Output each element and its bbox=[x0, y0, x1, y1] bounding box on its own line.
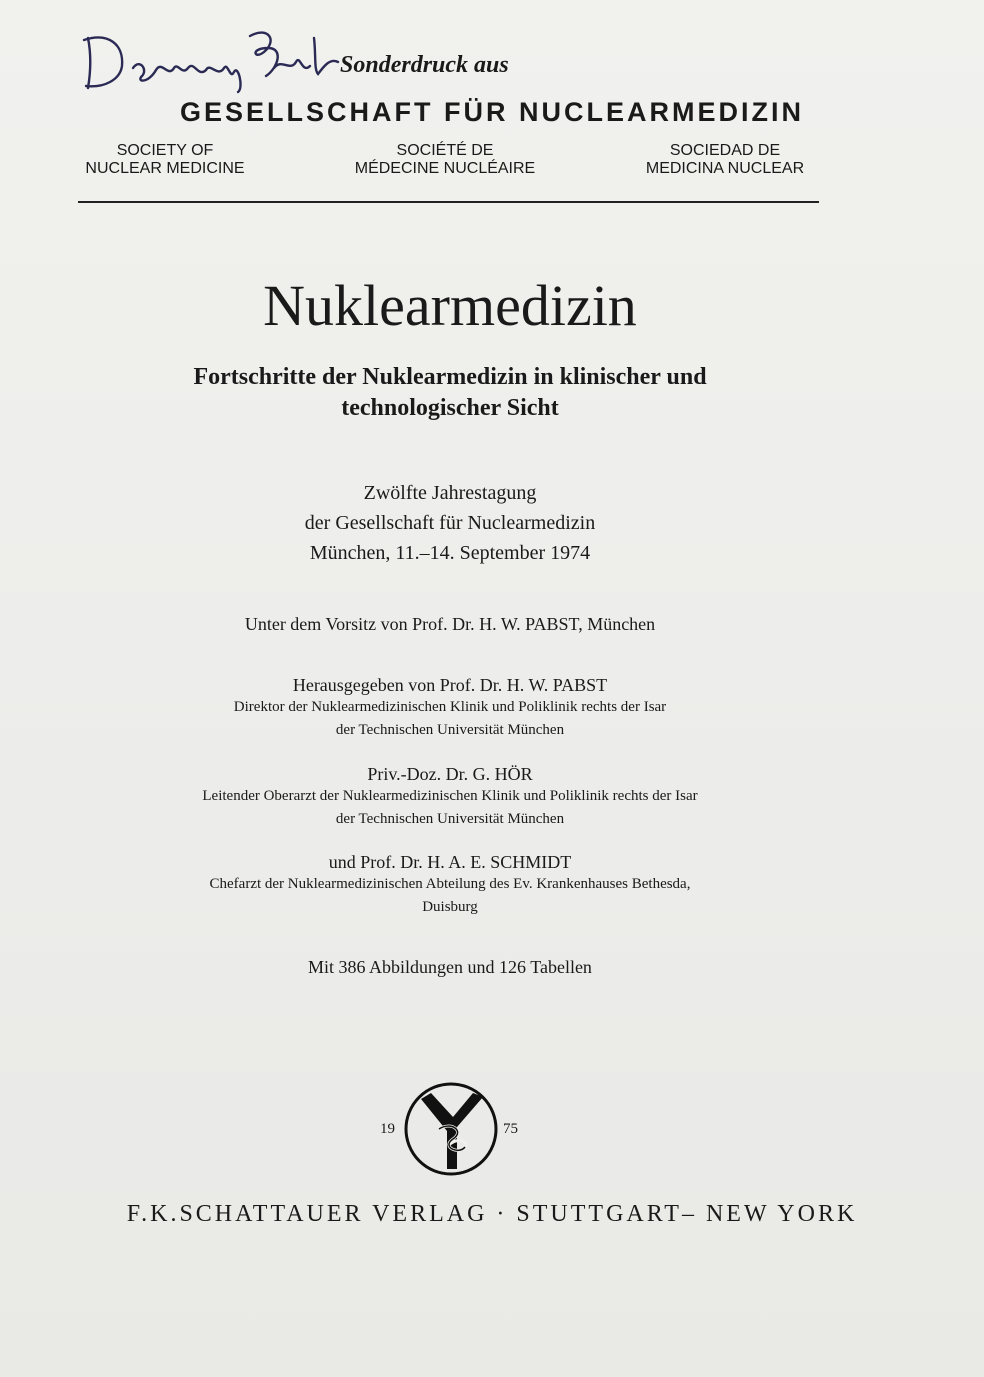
language-line: MÉDECINE NUCLÉAIRE bbox=[354, 160, 536, 177]
header-divider bbox=[78, 201, 819, 203]
editor-affiliation: Chefarzt der Nuklearmedizinischen Abteilung des Ev. Krankenhauses Bethesda, bbox=[209, 876, 691, 892]
editor-block bbox=[100, 852, 800, 919]
conference-line: der Gesellschaft für Nuclearmedizin bbox=[304, 512, 596, 534]
editor-affiliation: der Technischen Universität München bbox=[335, 811, 565, 827]
language-line: SOCIETY OF bbox=[116, 142, 214, 159]
figures-note: Mit 386 Abbildungen und 126 Tabellen bbox=[308, 957, 592, 977]
editor-affiliation: Direktor der Nuklearmedizinischen Klinik und Poliklinik rechts der Isar bbox=[233, 699, 667, 715]
language-name-english bbox=[60, 142, 270, 178]
publisher-line: F.K.SCHATTAUER VERLAG · STUTTGART– NEW YORK bbox=[126, 1201, 858, 1227]
book-title: Nuklearmedizin bbox=[263, 273, 637, 338]
language-name-french bbox=[330, 142, 560, 178]
editor-name: und Prof. Dr. H. A. E. SCHMIDT bbox=[328, 852, 572, 872]
subtitle-line: Fortschritte der Nuklearmedizin in klinischer und bbox=[193, 364, 707, 390]
conference-line: Zwölfte Jahrestagung bbox=[363, 482, 537, 504]
editor-block bbox=[100, 764, 800, 831]
conference-line: München, 11.–14. September 1974 bbox=[309, 542, 591, 564]
language-line: SOCIEDAD DE bbox=[669, 142, 781, 159]
language-name-spanish bbox=[615, 142, 835, 178]
editor-block bbox=[100, 675, 800, 742]
subtitle-line: technologischer Sicht bbox=[341, 395, 559, 421]
language-line: MEDICINA NUCLEAR bbox=[645, 160, 805, 177]
editor-name: Priv.-Doz. Dr. G. HÖR bbox=[367, 764, 533, 784]
language-line: SOCIÉTÉ DE bbox=[396, 142, 494, 159]
editor-name: Herausgegeben von Prof. Dr. H. W. PABST bbox=[292, 675, 608, 695]
editor-affiliation: Leitender Oberarzt der Nuklearmedizinischen Klinik und Poliklinik rechts der Isar bbox=[202, 788, 698, 804]
sonderdruck-label: Sonderdruck aus bbox=[340, 52, 509, 78]
editor-affiliation: der Technischen Universität München bbox=[335, 722, 565, 738]
book-subtitle bbox=[100, 362, 800, 424]
language-line: NUCLEAR MEDICINE bbox=[85, 160, 245, 177]
conference-info bbox=[100, 478, 800, 568]
editor-affiliation: Duisburg bbox=[422, 899, 478, 915]
chair-line: Unter dem Vorsitz von Prof. Dr. H. W. PABST, München bbox=[244, 614, 656, 634]
emblem-year-right: 75 bbox=[503, 1121, 518, 1137]
emblem-year-left: 19 bbox=[380, 1121, 395, 1137]
handwritten-signature bbox=[78, 18, 368, 98]
publisher-emblem-icon bbox=[403, 1081, 499, 1177]
society-title: GESELLSCHAFT FÜR NUCLEARMEDIZIN bbox=[180, 97, 804, 127]
